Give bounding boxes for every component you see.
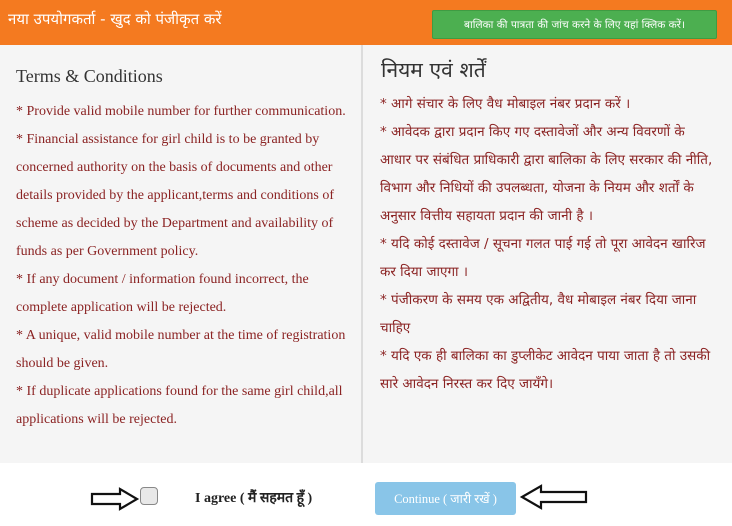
list-item: * पंजीकरण के समय एक अद्वितीय, वैध मोबाइल नंबर दिया जाना चाहिए — [380, 292, 697, 336]
terms-english-heading: Terms & Conditions — [16, 66, 163, 86]
list-item: * Provide valid mobile number for further communication. — [16, 104, 346, 119]
continue-button[interactable]: Continue ( जारी रखें ) — [375, 482, 516, 515]
panel-divider — [361, 45, 363, 463]
list-item: * A unique, valid mobile number at the time of registration should be given. — [16, 328, 346, 371]
page-title: नया उपयोगकर्ता - खुद को पंजीकृत करें — [8, 10, 222, 28]
list-item: * If any document / information found incorrect, the complete application will be rejected. — [16, 272, 309, 315]
list-item: * आगे संचार के लिए वैध मोबाइल नंबर प्रदान करें । — [380, 96, 631, 112]
agree-label: I agree ( मैं सहमत हूँ ) — [195, 491, 313, 506]
agree-checkbox[interactable] — [140, 487, 158, 505]
check-eligibility-button[interactable]: बालिका की पात्रता की जांच करने के लिए यहां क्लिक करें। — [432, 10, 717, 39]
page-header — [0, 0, 732, 45]
terms-hindi-list — [380, 90, 720, 398]
terms-hindi-heading: नियम एवं शर्तें — [381, 58, 486, 82]
list-item: * यदि कोई दस्तावेज / सूचना गलत पाई गई तो पूरा आवेदन खारिज कर दिया जाएगा । — [380, 236, 706, 280]
terms-english-list — [16, 98, 351, 434]
arrow-pointing-right-icon — [90, 487, 140, 511]
list-item: * यदि एक ही बालिका का डुप्लीकेट आवेदन पाया जाता है तो उसकी सारे आवेदन निरस्त कर दिए जायँगे। — [380, 348, 711, 392]
list-item: * आवेदक द्वारा प्रदान किए गए दस्तावेजों और अन्य विवरणों के आधार पर संबंधित प्राधिकारी द्वारा बालिका के लिए सरकार की नीति, विभाग और निधियों की उपलब्धता, योजना के नियम और शर्तों के अनुसार वित्तीय सहायता प्रदान की जानी है । — [380, 124, 713, 224]
list-item: * If duplicate applications found for the same girl child,all applications will be rejected. — [16, 384, 343, 427]
arrow-pointing-left-icon — [519, 484, 589, 510]
list-item: * Financial assistance for girl child is to be granted by concerned authority on the basis of documents and other details provided by the applicant,terms and conditions of scheme as decided by the Department and availability of funds as per Government policy. — [16, 132, 335, 259]
